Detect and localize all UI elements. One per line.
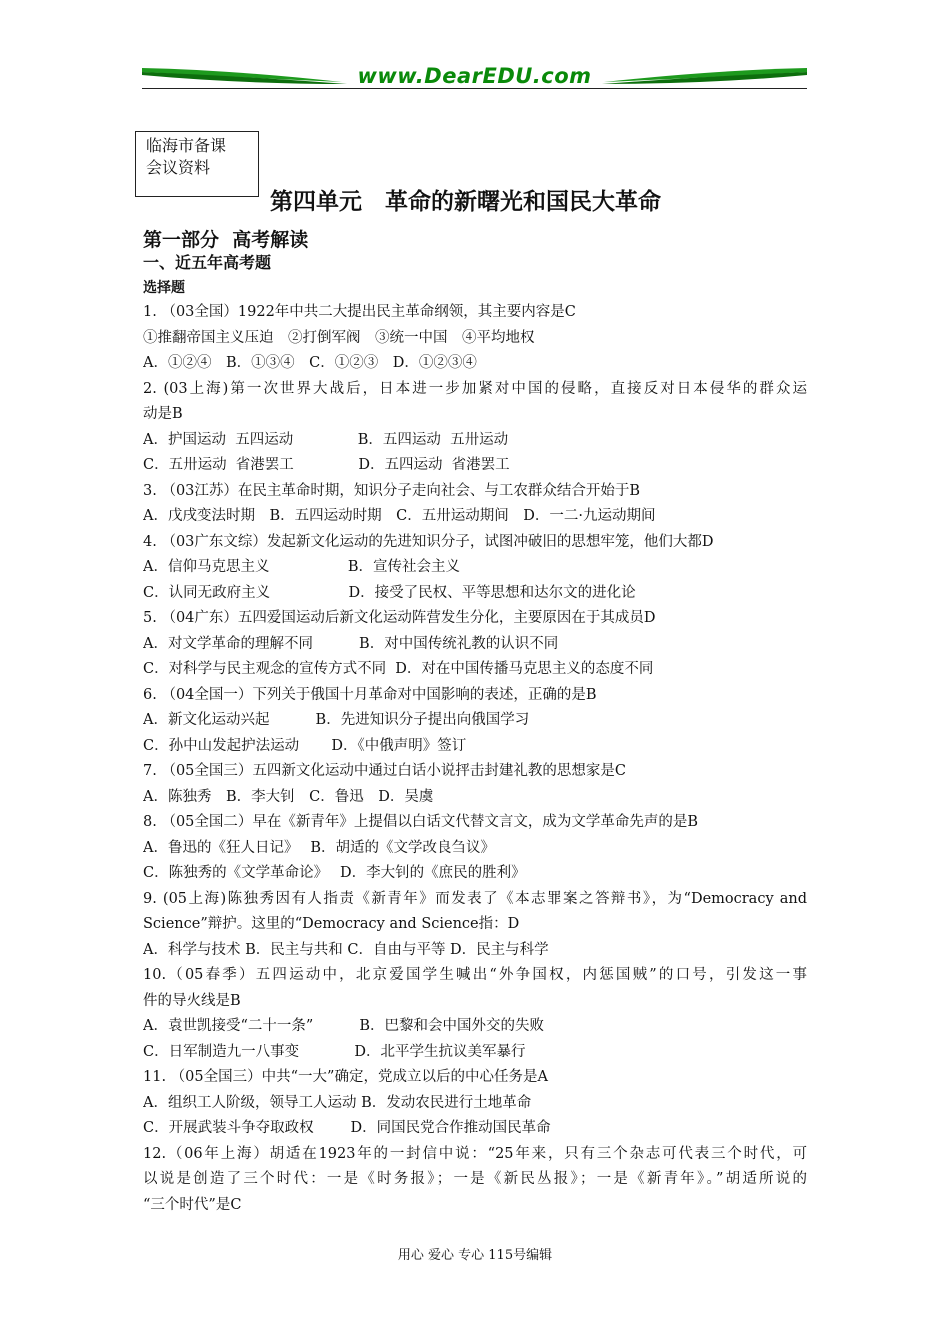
text-line: “三个时代”是C [143,1196,242,1213]
site-url[interactable]: www.DearEDU.com [357,64,592,88]
text-line: A．组织工人阶级，领导工人运动 B．发动农民进行土地革命 [143,1094,532,1111]
text-line: C．认同无政府主义 D．接受了民权、平等思想和达尔文的进化论 [143,584,636,601]
text-line: A．信仰马克思主义 B．宣传社会主义 [143,559,460,575]
part-heading: 第一部分 高考解读 [143,229,309,251]
section-heading: 一、近五年高考题 [143,253,272,272]
text-line: C．日军制造九一八事变 D．北平学生抗议美军暴行 [143,1043,526,1060]
unit-title: 第四单元 革命的新曙光和国民大革命 [270,189,661,215]
subsection-heading: 选择题 [143,280,185,296]
text-line: 件的导火线是B [143,992,241,1009]
text-line: 8. （05全国二）早在《新青年》上提倡以白话文代替文言文，成为文学革命先声的是B [143,814,699,830]
text-line: C．孙中山发起护法运动 D．《中俄声明》签订 [143,737,467,754]
text-line: A．科学与技术 B．民主与共和 C．自由与平等 D．民主与科学 [143,941,549,958]
text-line: 动是B [143,406,183,422]
text-line: 以说是创造了三个时代：一是《时务报》；一是《新民丛报》；一是《新青年》。”胡适所说的 [143,1171,807,1187]
text-line: 7. （05全国三）五四新文化运动中通过白话小说抨击封建礼教的思想家是C [143,763,626,779]
text-line: C．五卅运动 省港罢工 D．五四运动 省港罢工 [143,457,510,473]
text-line: 4. （03广东文综）发起新文化运动的先进知识分子，试图冲破旧的思想牢笼，他们大都D [143,533,714,550]
text-line: A．①②④ B．①③④ C．①②③ D．①②③④ [143,355,477,371]
text-line: 12.（06年上海）胡适在1923年的一封信中说：“25年来，只有三个杂志可代表三个时代，可 [143,1145,807,1162]
text-line: A．护国运动 五四运动 B．五四运动 五卅运动 [143,431,509,448]
text-line: A．鲁迅的《狂人日记》 B．胡适的《文学改良刍议》 [143,839,495,856]
text-line: 3. （03江苏）在民主革命时期，知识分子走向社会、与工农群众结合开始于B [143,482,641,499]
question-list [143,300,807,1218]
text-line: A．新文化运动兴起 B．先进知识分子提出向俄国学习 [143,712,530,728]
text-line: A．对文学革命的理解不同 B．对中国传统礼教的认识不同 [143,635,559,652]
header-divider [142,88,807,89]
text-line: Science”辩护。这里的“Democracy and Science指：D [143,916,520,932]
source-stamp-box [135,131,259,197]
text-line: C．开展武装斗争夺取政权 D．同国民党合作推动国民革命 [143,1120,551,1136]
text-line: A．戊戌变法时期 B．五四运动时期 C．五卅运动期间 D．一二·九运动期间 [143,508,656,524]
text-line: 6. （04全国一）下列关于俄国十月革命对中国影响的表述，正确的是B [143,686,597,703]
text-line: ①推翻帝国主义压迫 ②打倒军阀 ③统一中国 ④平均地权 [143,329,535,346]
text-line: C．对科学与民主观念的宣传方式不同 D．对在中国传播马克思主义的态度不同 [143,661,654,677]
stamp-line-2: 会议资料 [146,158,211,177]
text-line: A．陈独秀 B．李大钊 C．鲁迅 D．吴虞 [143,788,434,805]
text-line: 5. （04广东）五四爱国运动后新文化运动阵营发生分化，主要原因在于其成员D [143,610,656,626]
text-line: C．陈独秀的《文学革命论》 D．李大钊的《庶民的胜利》 [143,865,526,881]
text-line: 9. (05上海)陈独秀因有人指责《新青年》而发表了《本志罪案之答辩书》，为“Democracy and [143,890,807,907]
text-line: 11. （05全国三）中共“一大”确定，党成立以后的中心任务是A [143,1069,548,1085]
text-line: A．袁世凯接受“二十一条” B．巴黎和会中国外交的失败 [143,1018,545,1034]
text-line: 2. (03上海)第一次世界大战后，日本进一步加紧对中国的侵略，直接反对日本侵华的群众运 [143,380,807,397]
text-line: 1. （03全国）1922年中共二大提出民主革命纲领，其主要内容是C [143,304,576,320]
text-line: 10.（05春季）五四运动中，北京爱国学生喊出“外争国权，内惩国贼”的口号，引发这一事 [143,967,807,983]
stamp-line-1: 临海市备课 [146,136,227,155]
page-footer: 用心 爱心 专心 115号编辑 [397,1248,553,1263]
